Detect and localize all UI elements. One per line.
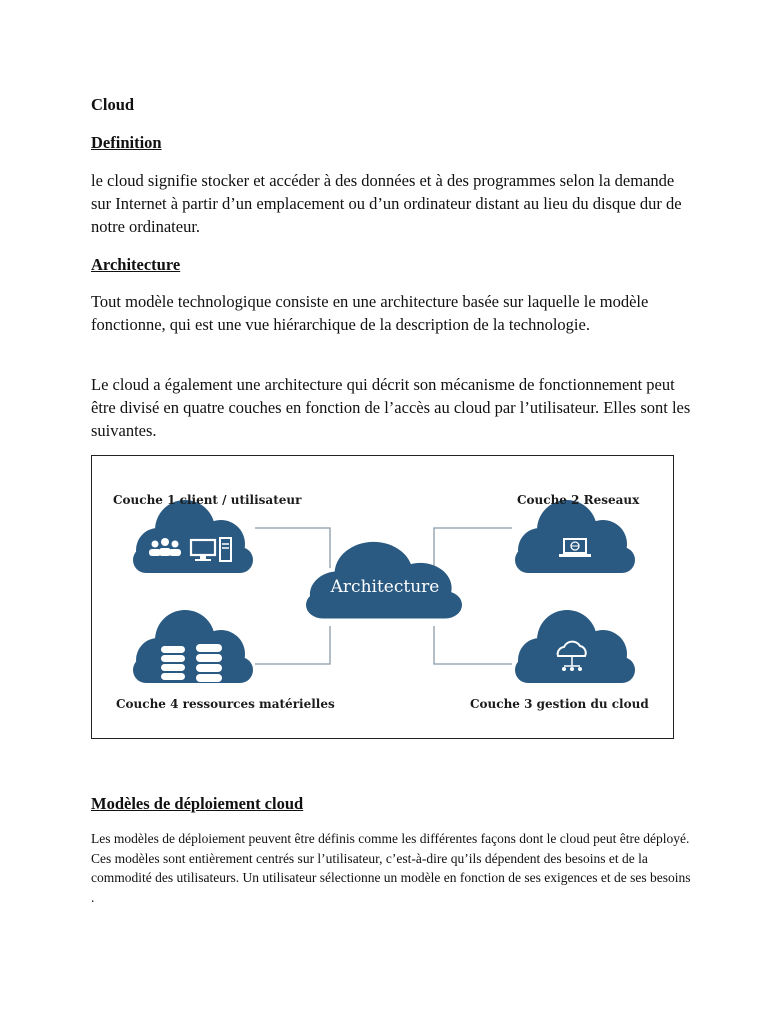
architecture-diagram — [91, 455, 674, 739]
connector-layer4 — [255, 626, 330, 664]
cloud-layer4-icon — [133, 610, 253, 683]
layer4-label: Couche 4 ressources matérielles — [116, 697, 335, 711]
architecture-center-label: Architecture — [330, 577, 440, 597]
cloud-layer1-icon — [133, 500, 253, 573]
architecture-paragraph-1: Tout modèle technologique consiste en une architecture basée sur laquelle le modèle fonctionne, qui est une vue hiérarchique de la description de la technologie. — [91, 292, 649, 334]
definition-paragraph: le cloud signifie stocker et accéder à des données et à des programmes selon la demande sur Internet à partir d’un emplacement ou d’un ordinateur distant au lieu du disque dur de notre ordinateur. — [91, 171, 682, 236]
deploy-heading: Modèles de déploiement cloud — [91, 794, 304, 813]
connector-layer2 — [434, 528, 512, 568]
connector-layer1 — [255, 528, 330, 568]
architecture-paragraph-2: Le cloud a également une architecture qui décrit son mécanisme de fonctionnement peut être divisé en quatre couches en fonction de l’accès au cloud par l’utilisateur. Elles sont les suivantes. — [91, 375, 691, 440]
layer2-label: Couche 2 Reseaux — [517, 493, 640, 507]
architecture-heading: Architecture — [91, 255, 181, 274]
cloud-layer3-icon — [515, 610, 635, 683]
doc-title: Cloud — [91, 95, 135, 114]
deploy-paragraph: Les modèles de déploiement peuvent être définis comme les différentes façons dont le cloud peut être déployé. Ces modèles sont entièrement centrés sur l’utilisateur, c’est-à-dire qu’ils dépendent des besoins et de la commodité des utilisateurs. Un utilisateur sélectionne un modèle en fonction de ses exigences et de ses besoins . — [91, 831, 691, 905]
definition-heading: Definition — [91, 133, 162, 152]
cloud-layer2-icon — [515, 500, 635, 573]
layer3-label: Couche 3 gestion du cloud — [470, 697, 649, 711]
connector-layer3 — [434, 626, 512, 664]
layer1-label: Couche 1 client / utilisateur — [113, 493, 302, 507]
